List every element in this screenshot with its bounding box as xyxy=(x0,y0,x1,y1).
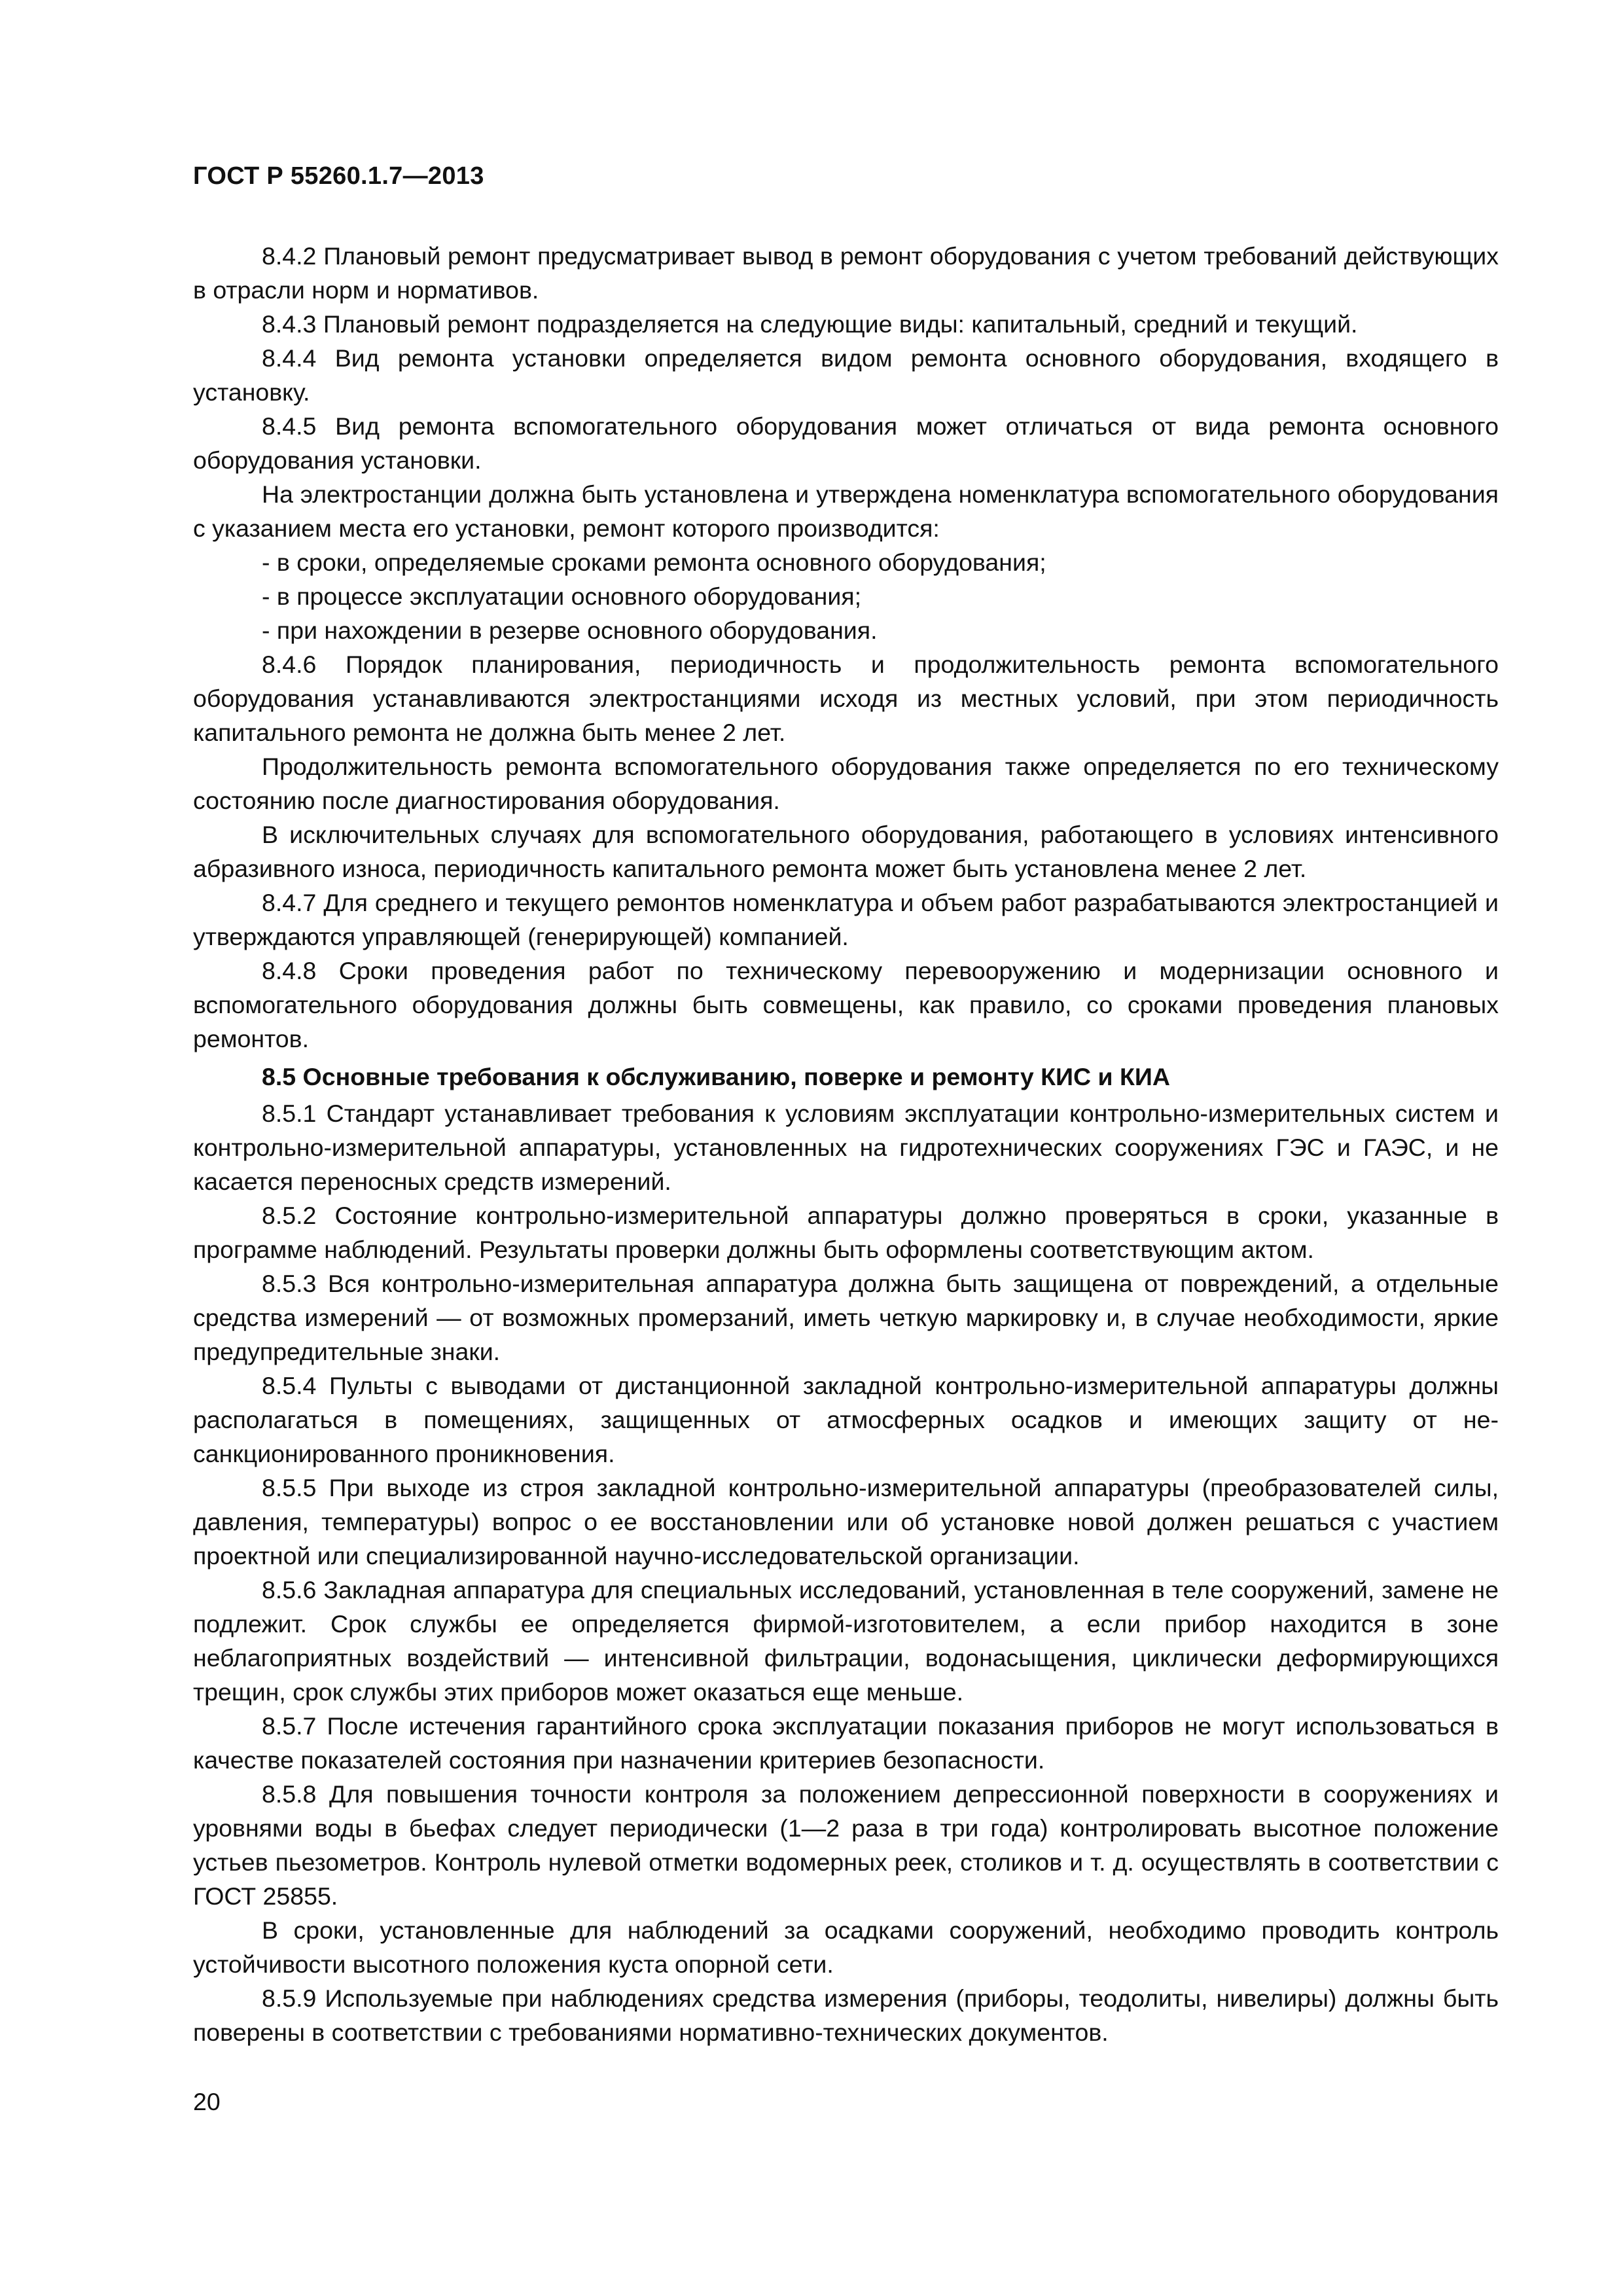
paragraph: 8.5.7 После истечения гарантийного срока эксплуатации показания приборов не могут использоваться в качестве показателей состояния при назначении критериев безопасности. xyxy=(193,1712,1499,1774)
paragraph: 8.4.3 Плановый ремонт подразделяется на следующие виды: капитальный, средний и текущий. xyxy=(262,310,1358,338)
paragraph: 8.4.2 Плановый ремонт предусматривает вывод в ремонт оборудования с учетом требований действующих в отрасли норм и нормативов. xyxy=(193,242,1499,304)
paragraph: 8.5.3 Вся контрольно-измерительная аппаратура должна быть защищена от повреждений, а отдельные средства измерений — от возможных промерзаний, иметь четкую маркировку и, в случае необходимости, яркие предупредительные знаки. xyxy=(193,1270,1499,1365)
paragraph: 8.4.8 Сроки проведения работ по техническому перевооружению и модернизации основного и вспомогательного оборудования должны быть совмещены, как правило, со сроками проведения плановых ремонтов. xyxy=(193,957,1499,1052)
list-item: - при нахождении в резерве основного оборудования. xyxy=(262,617,878,644)
list-item: - в процессе эксплуатации основного оборудования; xyxy=(262,583,862,610)
document-body xyxy=(193,239,1499,2049)
page-number: 20 xyxy=(193,2088,221,2115)
section-heading: 8.5 Основные требования к обслуживанию, поверке и ремонту КИС и КИА xyxy=(262,1063,1170,1090)
paragraph: 8.4.5 Вид ремонта вспомогательного оборудования может отличаться от вида ремонта основного оборудования установки. xyxy=(193,412,1499,474)
paragraph: 8.4.4 Вид ремонта установки определяется видом ремонта основного оборудования, входящего в установку. xyxy=(193,344,1499,406)
paragraph: В исключительных случаях для вспомогательного оборудования, работающего в условиях интенсивного абразивного износа, периодичность капитального ремонта может быть установлена менее 2 лет. xyxy=(193,821,1499,882)
paragraph: 8.5.9 Используемые при наблюдениях средства измерения (приборы, теодолиты, нивелиры) должны быть поверены в соответствии с требованиями нормативно-технических документов. xyxy=(193,1984,1499,2046)
paragraph: 8.4.7 Для среднего и текущего ремонтов номенклатура и объем работ разрабатываются электростанцией и утверждаются управляющей (генерирующей) компанией. xyxy=(193,889,1499,950)
paragraph: 8.4.6 Порядок планирования, периодичность и продолжительность ремонта вспомогательного оборудования устанавливаются электростанциями исходя из местных условий, при этом периодичность капитального ремонта не должна быть менее 2 лет. xyxy=(193,651,1499,746)
paragraph: 8.5.2 Состояние контрольно-измерительной аппаратуры должно проверяться в сроки, указанные в программе наблюдений. Результаты проверки должны быть оформлены соответствующим актом. xyxy=(193,1202,1499,1263)
document-header: ГОСТ Р 55260.1.7—2013 xyxy=(193,162,484,190)
paragraph: В сроки, установленные для наблюдений за осадками сооружений, необходимо проводить контроль устойчивости высотного положения куста опорной сети. xyxy=(193,1916,1499,1978)
paragraph: 8.5.6 Закладная аппаратура для специальных исследований, установленная в теле сооружений, замене не подлежит. Срок службы ее определяется фирмой-изготовителем, а если прибор находится в зоне неблагоприятных воздействий — интенсивной фильтрации, водонасыщения, циклически деформирующихся трещин, срок службы этих приборов может оказаться еще меньше. xyxy=(193,1576,1499,1706)
paragraph: 8.5.4 Пульты с выводами от дистанционной закладной контрольно-измерительной аппаратуры должны располагаться в помещениях, защищенных от атмосферных осадков и имеющих защиту от несанкционированного проникновения. xyxy=(193,1372,1499,1467)
paragraph: 8.5.5 При выходе из строя закладной контрольно-измерительной аппаратуры (преобразователей силы, давления, температуры) вопрос о ее восстановлении или об установке новой должен решаться с участием проектной или специализированной научно-исследовательской организации. xyxy=(193,1474,1499,1570)
list-item: - в сроки, определяемые сроками ремонта основного оборудования; xyxy=(262,548,1046,576)
paragraph: На электростанции должна быть установлена и утверждена номенклатура вспомогательного оборудования с указанием места его установки, ремонт которого производится: xyxy=(193,480,1499,542)
paragraph: 8.5.8 Для повышения точности контроля за положением депрессионной поверхности в сооружениях и уровнями воды в бьефах следует периодически (1—2 раза в три года) контролировать высотное положение устьев пьезометров. Контроль нулевой отметки водомерных реек, столиков и т. д. осуществлять в соответствии с ГОСТ 25855. xyxy=(193,1780,1499,1910)
paragraph: 8.5.1 Стандарт устанавливает требования к условиям эксплуатации контрольно-измерительных систем и контрольно-измерительной аппаратуры, установленных на гидротехнических сооружениях ГЭС и ГАЭС, и не касается переносных средств измерений. xyxy=(193,1100,1499,1195)
paragraph: Продолжительность ремонта вспомогательного оборудования также определяется по его техническому состоянию после диагностирования оборудования. xyxy=(193,753,1499,814)
